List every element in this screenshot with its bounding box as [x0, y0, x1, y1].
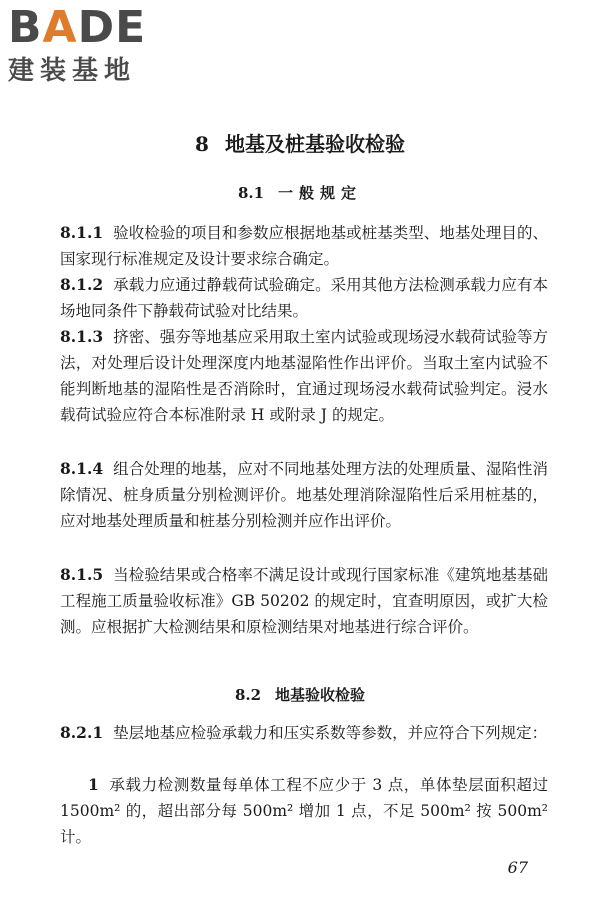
clause-8-1-4	[60, 456, 548, 534]
section-number: 8.1	[237, 184, 265, 202]
clause-number: 8.1.4	[60, 459, 104, 478]
clause-8-1-3	[60, 324, 548, 428]
clause-number: 8.1.5	[60, 565, 104, 584]
clause-8-2-1	[60, 720, 548, 746]
section-title: 一般规定	[278, 184, 363, 202]
section-title: 地基验收检验	[275, 686, 366, 704]
clause-text: 组合处理的地基，应对不同地基处理方法的处理质量、湿陷性消除情况、桩身质量分别检测评价。地基处理消除湿陷性后采用桩基的，应对地基处理质量和桩基分别检测并应作出评价。	[60, 460, 548, 530]
clause-text: 承载力应通过静载荷试验确定。采用其他方法检测承载力应有本场地同条件下静载荷试验对比结果。	[60, 276, 548, 320]
clause-text: 当检验结果或合格率不满足设计或现行国家标准《建筑地基基础工程施工质量验收标准》GB 50202 的规定时，宜查明原因，或扩大检测。应根据扩大检测结果和原检测结果对地基进行综合评价。	[60, 566, 548, 636]
clause-number: 8.1.3	[60, 327, 104, 346]
section-heading-8-1	[0, 182, 600, 203]
logo-wordmark	[8, 2, 147, 53]
clause-8-1-5	[60, 562, 548, 640]
logo-letter-b: B	[8, 2, 43, 53]
section-number: 8.2	[234, 686, 262, 704]
page-number: 67	[507, 858, 528, 877]
chapter-heading: 地基及桩基验收检验	[224, 132, 405, 156]
clause-number: 8.2.1	[60, 723, 104, 742]
logo-subtitle: 建装基地	[8, 56, 137, 86]
logo-letters-de: DE	[77, 2, 147, 53]
clause-8-2-1-item-1	[60, 772, 548, 850]
logo-letter-a: A	[42, 2, 78, 53]
clause-number: 8.1.2	[60, 275, 104, 294]
chapter-number: 8	[195, 132, 209, 156]
section-heading-8-2	[0, 684, 600, 705]
chapter-title	[0, 128, 600, 157]
clause-number: 8.1.1	[60, 223, 104, 242]
item-number: 1	[88, 775, 99, 794]
clause-8-1-1	[60, 220, 548, 272]
item-text: 承载力检测数量每单体工程不应少于 3 点，单体垫层面积超过 1500m² 的，超出部分每 500m² 增加 1 点，不足 500m² 按 500m² 计。	[60, 776, 548, 846]
clause-text: 验收检验的项目和参数应根据地基或桩基类型、地基处理目的、国家现行标准规定及设计要求综合确定。	[60, 224, 548, 268]
clause-text: 垫层地基应检验承载力和压实系数等参数，并应符合下列规定：	[113, 724, 548, 742]
brand-logo	[8, 2, 147, 86]
clause-text: 挤密、强夯等地基应采用取土室内试验或现场浸水载荷试验等方法，对处理后设计处理深度内地基湿陷性作出评价。当取土室内试验不能判断地基的湿陷性是否消除时，宜通过现场浸水载荷试验判定。浸水载荷试验应符合本标准附录 H 或附录 J 的规定。	[60, 328, 548, 424]
clause-8-1-2	[60, 272, 548, 324]
